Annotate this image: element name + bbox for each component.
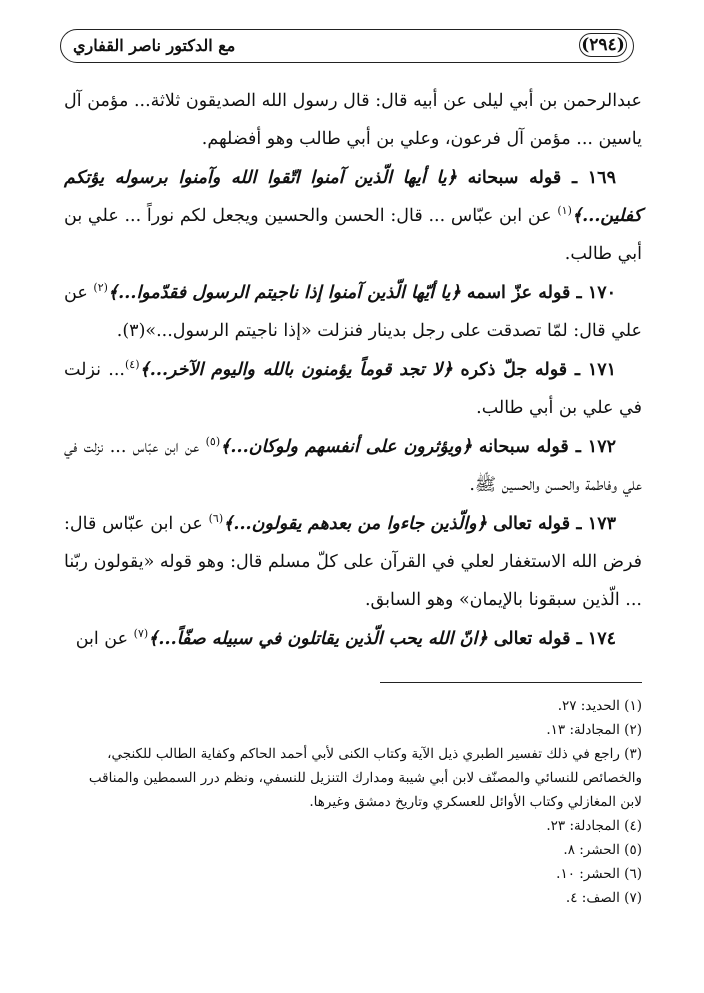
paragraph-lead: ١٧٤ ـ قوله تعالى bbox=[487, 629, 616, 649]
quran-verse: ﴿انّ الله يحب الّذين يقاتلون في سبيله صفّاً...﴾ bbox=[148, 629, 488, 649]
paragraph bbox=[64, 620, 642, 658]
footnote-ref[interactable]: (٦) bbox=[208, 512, 224, 526]
footnote bbox=[64, 838, 642, 862]
quran-verse: ﴿والّذين جاءوا من بعدهم يقولون...﴾ bbox=[223, 514, 487, 534]
paragraph-lead: ١٧٢ ـ قوله سبحانه bbox=[471, 437, 616, 457]
footnote-divider bbox=[380, 682, 642, 683]
footnote-ref[interactable]: (١) bbox=[557, 204, 572, 218]
footnote-number: (٣) bbox=[624, 746, 642, 762]
paragraph-lead: ١٧٠ ـ قوله عزّ اسمه bbox=[460, 283, 617, 303]
paragraph bbox=[64, 505, 642, 619]
paragraph-text: عن ابن عبّاس ... نزلت في علي وفاطمة والحسن والحسين ﷺ. bbox=[64, 437, 642, 495]
paragraph-text: عن ابن عبّاس ... قال: الحسن والحسين ويجعل لكم نوراً ... علي بن أبي طالب. bbox=[64, 206, 642, 264]
quran-verse: ﴿ويؤثرون على أنفسهم ولوكان...﴾ bbox=[220, 437, 472, 457]
footnote bbox=[64, 742, 642, 814]
paragraph-lead: ١٧١ ـ قوله جلّ ذكره bbox=[452, 360, 617, 380]
footnote-number: (٧) bbox=[624, 890, 642, 906]
footnote bbox=[64, 886, 642, 910]
paragraph-lead: ١٦٩ ـ قوله سبحانه bbox=[456, 168, 616, 188]
paragraph-lead: ١٧٣ ـ قوله تعالى bbox=[486, 514, 616, 534]
footnote-text: الحشر: ٨. bbox=[563, 842, 620, 858]
footnotes bbox=[64, 694, 642, 910]
footnote-number: (١) bbox=[624, 698, 642, 714]
quran-verse: ﴿يا أيها الّذين آمنوا اتّقوا الله وآمنوا برسوله يؤتكم كفلين...﴾ bbox=[64, 168, 642, 226]
paragraph-text: عبدالرحمن بن أبي ليلى عن أبيه قال: قال رسول الله الصديقون ثلاثة... مؤمن آل ياسين ... مؤمن آل فرعون، وعلي بن أبي طالب وهو أفضلهم. bbox=[64, 91, 642, 149]
quran-verse: ﴿لا تجد قوماً يؤمنون بالله واليوم الآخر...﴾ bbox=[139, 360, 453, 380]
footnote-ref[interactable]: (٥) bbox=[205, 435, 221, 449]
paragraph bbox=[64, 159, 642, 273]
paragraph-text: ... نزلت في علي بن أبي طالب. bbox=[64, 360, 642, 418]
main-text bbox=[64, 82, 642, 659]
paragraph bbox=[64, 82, 642, 158]
footnote-text: الحديد: ٢٧. bbox=[557, 698, 620, 714]
footnote bbox=[64, 718, 642, 742]
running-header bbox=[60, 29, 634, 63]
paragraph bbox=[64, 274, 642, 350]
footnote-text: المجادلة: ١٣. bbox=[546, 722, 620, 738]
footnote-ref[interactable]: (٤) bbox=[124, 358, 140, 372]
paragraph-text: عن ابن bbox=[75, 629, 134, 649]
running-title: مع الدكتور ناصر القفاري bbox=[73, 36, 236, 55]
paragraph bbox=[64, 351, 642, 427]
footnote-text: الحشر: ١٠. bbox=[556, 866, 620, 882]
footnote-text: راجع في ذلك تفسير الطبري ذيل الآية وكتاب الكنى لأبي أحمد الحاكم وكفاية الطالب للكنجي، والخصائص للنسائي والمصنّف لابن أبي شيبة ومدارك التنزيل للنسفي، ونظم درر السمطين والمناقب لابن المغازلي وكتاب الأوائل للعسكري وتاريخ دمشق وغيرها. bbox=[88, 746, 642, 810]
footnote-ref[interactable]: (٢) bbox=[93, 281, 108, 295]
footnote-number: (٦) bbox=[624, 866, 642, 882]
footnote-number: (٢) bbox=[624, 722, 642, 738]
footnote bbox=[64, 694, 642, 718]
paragraph bbox=[64, 428, 642, 504]
footnote-number: (٥) bbox=[624, 842, 642, 858]
footnote-number: (٤) bbox=[624, 818, 642, 834]
footnote bbox=[64, 814, 642, 838]
paragraph-text: عن علي قال: لمّا تصدقت على رجل بدينار فنزلت «إذا ناجيتم الرسول...»(٣). bbox=[64, 283, 642, 341]
footnote-text: الصف: ٤. bbox=[565, 890, 620, 906]
quran-verse: ﴿يا أيّها الّذين آمنوا إذا ناجيتم الرسول فقدّموا...﴾ bbox=[107, 283, 461, 303]
footnote-text: المجادلة: ٢٣. bbox=[546, 818, 620, 834]
page-number: (٢٩٤) bbox=[579, 33, 627, 57]
footnote bbox=[64, 862, 642, 886]
footnote-ref[interactable]: (٧) bbox=[133, 627, 149, 641]
paragraph-text: عن ابن عبّاس قال: فرض الله الاستغفار لعلي في القرآن على كلّ مسلم قال: وهو قوله «يقولون ربّنا ... الّذين سبقونا بالإيمان» وهو السابق. bbox=[64, 514, 642, 610]
